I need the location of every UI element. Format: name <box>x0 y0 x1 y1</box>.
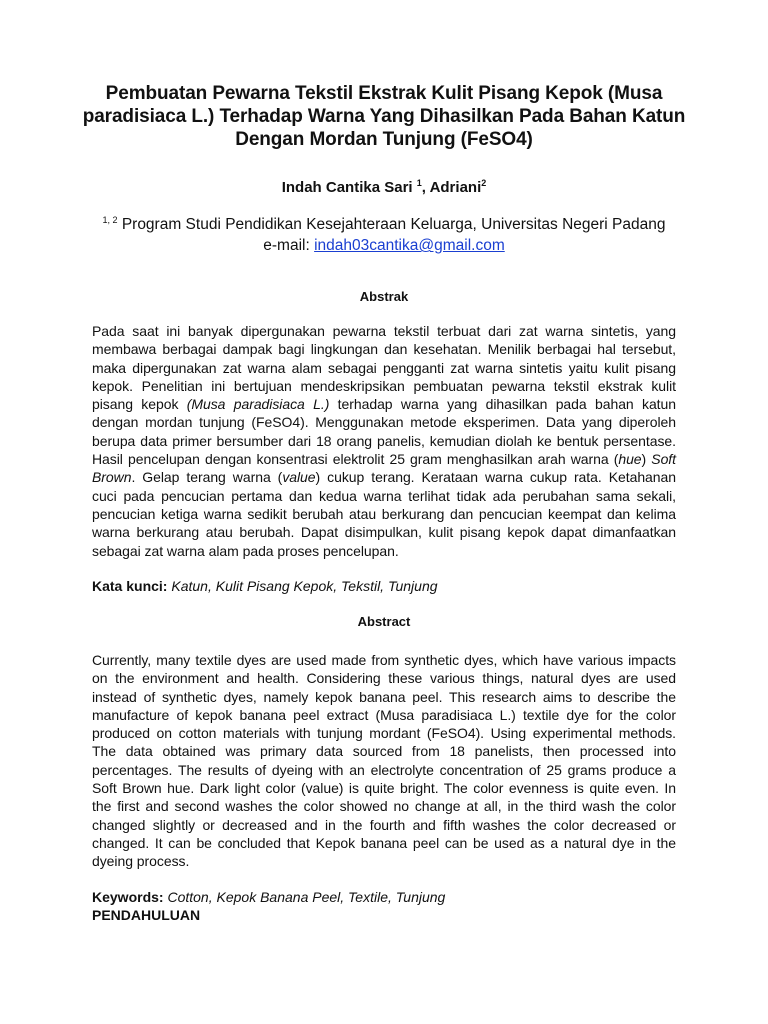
abstract-body <box>92 651 676 871</box>
email-label: e-mail: <box>263 237 315 255</box>
abstrak-heading: Abstrak <box>359 289 409 304</box>
email-link[interactable]: indah03cantika@gmail.com <box>314 237 505 255</box>
author-separator: , <box>421 179 430 196</box>
abstrak-text: ) cukup terang. Kerataan warna cukup rata. Ketahanan <box>315 469 676 486</box>
abstract-line: The data obtained was primary data sourced from 18 panelists, then processed into <box>92 743 676 760</box>
title-line-3: Dengan Mordan Tunjung (FeSO4) <box>235 129 533 150</box>
abstrak-text: ) <box>641 451 652 468</box>
abstract-line: produced on cotton materials with tunjung mordant (FeSO4). Using experimental methods. <box>92 725 676 742</box>
abstrak-line: dengan mordan tunjung (FeSO4). Menggunakan metode eksperimen. Data yang diperoleh <box>92 414 676 431</box>
abstrak-italic-text: (Musa paradisiaca L.) <box>186 396 330 413</box>
abstrak-line: kepok. Penelitian ini bertujuan mendeskripsikan pembuatan pewarna tekstil ekstrak kulit <box>92 377 676 394</box>
affiliation-marker: 1, 2 <box>102 215 118 225</box>
keywords-values: Cotton, Kepok Banana Peel, Textile, Tunjung <box>167 889 446 905</box>
abstract-line: Soft Brown hue. Dark light color (value) is quite bright. The color evenness is quite even. In <box>92 780 676 797</box>
abstrak-line <box>92 468 676 486</box>
abstrak-line: warna berkurang atau berubah. Dapat disimpulkan, kulit pisang kepok dapat dimanfaatkan <box>92 524 676 541</box>
title-line-1: Pembuatan Pewarna Tekstil Ekstrak Kulit Pisang Kepok (Musa <box>105 83 663 104</box>
email-line <box>0 235 768 256</box>
author-list <box>0 173 768 198</box>
abstrak-italic-text: value <box>282 469 316 486</box>
keywords <box>92 888 676 906</box>
abstrak-line: pencucian ketiga warna sedikit berubah atau berkurang dan pencucian keempat dan kelima <box>92 505 676 522</box>
kata-kunci-label: Kata kunci: <box>92 578 172 594</box>
author-affiliation-marker: 1 <box>416 178 422 188</box>
abstrak-line <box>92 450 676 468</box>
abstract-line: changed. It can be concluded that Kepok banana peel can be used as a natural dye in the <box>92 834 676 851</box>
abstract-line: the first and second washes the color showed no change at all, in the third wash the color <box>92 798 676 815</box>
abstract-line: dyeing process. <box>92 853 190 870</box>
abstract-line: changed slightly or decreased and in the fourth and fifth washes the color decreased or <box>92 816 676 833</box>
abstrak-text: terhadap warna yang dihasilkan pada bahan katun <box>329 396 676 413</box>
abstrak-line <box>92 395 676 413</box>
abstract-line: manufacture of kepok banana peel extract (Musa paradisiaca L.) textile dye for the color <box>92 706 676 723</box>
affiliation-line <box>0 210 768 235</box>
abstrak-line: maka dipergunakan zat warna alam sebagai pengganti zat warna sintetis yaitu kulit pisang <box>92 359 676 376</box>
kata-kunci <box>92 577 676 595</box>
abstrak-text: . Gelap terang warna ( <box>131 469 283 486</box>
abstrak-line: cuci pada pencucian pertama dan kedua warna terlihat tidak ada perubahan sama sekali, <box>92 487 676 504</box>
abstrak-italic-text: Brown <box>92 469 132 486</box>
paper-title <box>80 82 688 151</box>
keywords-label: Keywords: <box>92 889 168 905</box>
abstrak-italic-text: hue <box>618 451 642 468</box>
abstract-heading: Abstract <box>357 614 411 629</box>
kata-kunci-values: Katun, Kulit Pisang Kepok, Tekstil, Tunjung <box>171 578 438 594</box>
abstract-line: instead of synthetic dyes, namely kepok banana peel. This research aims to describe the <box>92 688 676 705</box>
abstrak-line: sebagai zat warna alam pada proses pencelupan. <box>92 542 399 559</box>
author-affiliation-marker: 2 <box>481 178 487 188</box>
affiliation-block <box>0 210 768 256</box>
affiliation-text: Program Studi Pendidikan Kesejahteraan Keluarga, Universitas Negeri Padang <box>121 216 666 234</box>
abstract-line: percentages. The results of dyeing with an electrolyte concentration of 25 grams produce a <box>92 761 676 778</box>
abstrak-line: berupa data primer bersumber dari 18 orang panelis, kemudian diolah ke bentuk persentase. <box>92 432 676 449</box>
author-name: Indah Cantika Sari <box>281 179 413 196</box>
title-line-2: paradisiaca L.) Terhadap Warna Yang Dihasilkan Pada Bahan Katun <box>82 106 686 127</box>
abstrak-line: Pada saat ini banyak dipergunakan pewarna tekstil terbuat dari zat warna sintetis, yang <box>92 323 676 339</box>
abstrak-text: pisang kepok <box>92 396 187 413</box>
abstract-line: on the environment and health. Considering these various things, natural dyes are used <box>92 670 676 687</box>
author-name: Adriani <box>429 179 482 196</box>
section-heading-pendahuluan: PENDAHULUAN <box>92 907 201 923</box>
abstract-line: Currently, many textile dyes are used made from synthetic dyes, which have various impacts <box>92 652 676 668</box>
abstrak-line: membawa berbagai dampak bagi lingkungan dan kesehatan. Menilik berbagai hal tersebut, <box>92 341 676 358</box>
abstrak-body <box>92 322 676 560</box>
abstrak-italic-text: Soft <box>651 451 676 468</box>
abstrak-text: Hasil pencelupan dengan konsentrasi elektrolit 25 gram menghasilkan arah warna ( <box>92 451 619 468</box>
